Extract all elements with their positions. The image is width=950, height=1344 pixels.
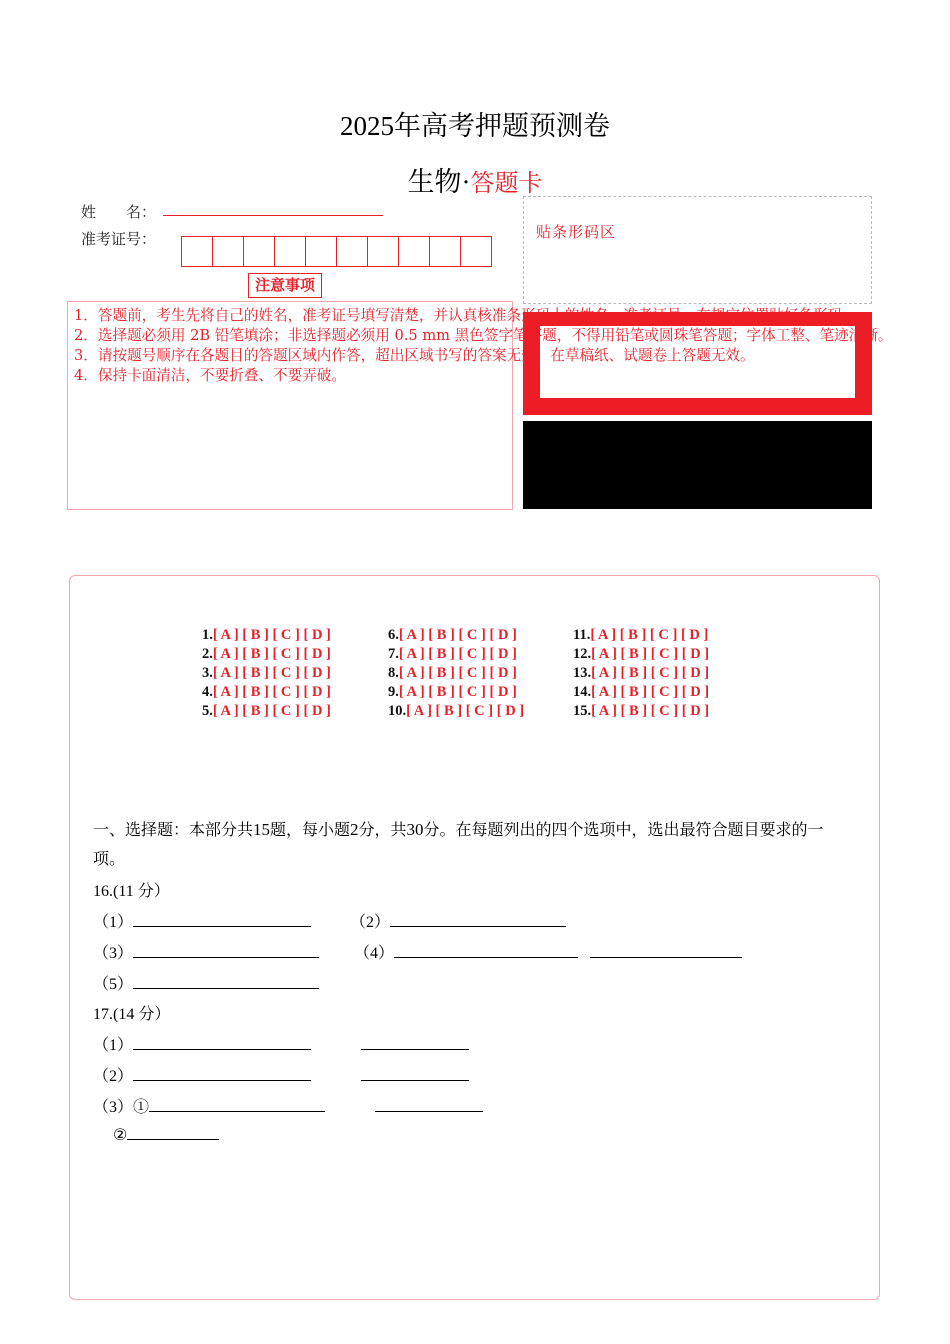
mc-row[interactable]	[202, 626, 331, 645]
question-count: 15	[253, 820, 271, 839]
mc-column-3	[573, 626, 709, 721]
mc-number: 11.	[573, 627, 591, 643]
answer-blank[interactable]	[133, 975, 319, 989]
id-label: 准考证号：	[81, 230, 157, 248]
mc-options[interactable]: [ A ] [ B ] [ C ] [ D ]	[591, 646, 710, 662]
mc-column-1	[202, 626, 331, 721]
q16-sub4	[354, 940, 742, 963]
q17-sub2	[93, 1063, 469, 1086]
mc-row[interactable]	[388, 664, 524, 683]
subject-title	[0, 160, 950, 199]
mc-number: 9.	[388, 684, 399, 700]
q16-sub1	[93, 909, 311, 932]
page-title: 2025年高考押题预测卷	[340, 111, 610, 141]
mc-options[interactable]: [ A ] [ B ] [ C ] [ D ]	[591, 703, 710, 719]
barcode-label: 贴条形码区	[536, 223, 617, 241]
mc-options[interactable]: [ A ] [ B ] [ C ] [ D ]	[406, 703, 525, 719]
mc-options[interactable]: [ A ] [ B ] [ C ] [ D ]	[398, 646, 517, 662]
points-per-question: 2	[350, 820, 359, 839]
mc-number: 2.	[202, 646, 213, 662]
mc-row[interactable]	[388, 626, 524, 645]
redacted-block	[523, 421, 872, 509]
q16-sub2	[350, 909, 566, 932]
notice-title: 注意事项	[248, 273, 322, 298]
mc-options[interactable]: [ A ] [ B ] [ C ] [ D ]	[212, 646, 331, 662]
q16-title: 16.(11 分）	[93, 883, 170, 900]
mc-number: 12.	[573, 646, 592, 662]
mc-options[interactable]: [ A ] [ B ] [ C ] [ D ]	[398, 627, 517, 643]
q16-sub3	[93, 940, 319, 963]
sub-label: （2）	[93, 1068, 134, 1085]
answer-blank[interactable]	[133, 944, 319, 958]
mc-options[interactable]: [ A ] [ B ] [ C ] [ D ]	[398, 665, 517, 681]
answer-blank[interactable]	[133, 913, 311, 927]
answer-blank[interactable]	[127, 1126, 219, 1140]
answer-blank[interactable]	[149, 1098, 325, 1112]
answer-blank[interactable]	[133, 1036, 311, 1050]
card-type-label: 答题卡	[470, 171, 543, 197]
sub-label: （5）	[93, 976, 134, 993]
notice-item: 3．请按题号顺序在各题目的答题区域内作答，超出区域书写的答案无效；在草稿纸、试题卷上答题无效。	[74, 347, 755, 364]
mc-number: 4.	[202, 684, 213, 700]
sub-label: （4）	[354, 945, 395, 962]
answer-blank[interactable]	[390, 913, 566, 927]
mc-row[interactable]	[388, 683, 524, 702]
mc-options[interactable]: [ A ] [ B ] [ C ] [ D ]	[591, 665, 710, 681]
mc-row[interactable]	[573, 683, 709, 702]
heading-text: 题，每小题	[270, 820, 351, 839]
mc-number: 7.	[388, 646, 399, 662]
answer-blank[interactable]	[361, 1036, 469, 1050]
mc-number: 13.	[573, 665, 592, 681]
sub-label: （1）	[93, 1037, 134, 1054]
mc-row[interactable]	[388, 702, 524, 721]
sub-label: （1）	[93, 914, 134, 931]
mc-number: 15.	[573, 703, 592, 719]
mc-row[interactable]	[573, 664, 709, 683]
mc-row[interactable]	[202, 645, 331, 664]
notice-item: 4．保持卡面清洁，不要折叠、不要弄破。	[74, 367, 346, 384]
heading-text: 分。在每题列出的四个选项中，选出最符合题目要求的一项。	[93, 820, 824, 868]
mc-number: 5.	[202, 703, 213, 719]
id-digit-box[interactable]	[336, 236, 368, 267]
notice-item: 2．选择题必须用 2B 铅笔填涂；非选择题必须用 0.5 mm 黑色签字笔答题，不得用铅笔或圆珠笔答题；字体工整、笔迹清晰。	[74, 327, 893, 344]
mc-row[interactable]	[573, 645, 709, 664]
notice-item: 1．答题前，考生先将自己的姓名，准考证号填写清楚，并认真核准条形码上的姓名、准考证号，在规定位置贴好条形码。	[74, 307, 857, 324]
notice-list	[74, 306, 892, 386]
section-heading	[93, 815, 853, 873]
answer-blank[interactable]	[133, 1067, 311, 1081]
id-digit-box[interactable]	[181, 236, 213, 267]
id-digit-box[interactable]	[243, 236, 275, 267]
total-points: 30	[406, 820, 424, 839]
mc-options[interactable]: [ A ] [ B ] [ C ] [ D ]	[591, 684, 710, 700]
id-digit-box[interactable]	[274, 236, 306, 267]
mc-number: 14.	[573, 684, 592, 700]
title-separator: ·	[461, 167, 471, 197]
subject-name: 生物	[407, 167, 462, 197]
mc-options[interactable]: [ A ] [ B ] [ C ] [ D ]	[212, 684, 331, 700]
id-digit-box[interactable]	[305, 236, 337, 267]
answer-blank[interactable]	[375, 1098, 483, 1112]
heading-text: 分，共	[358, 820, 407, 839]
mc-column-2	[388, 626, 524, 721]
mc-number: 8.	[388, 665, 399, 681]
id-digit-box[interactable]	[212, 236, 244, 267]
q17-sub1	[93, 1032, 469, 1055]
mc-number: 1.	[202, 627, 213, 643]
id-digit-box[interactable]	[429, 236, 461, 267]
answer-blank[interactable]	[590, 944, 742, 958]
mc-number: 10.	[388, 703, 407, 719]
mc-row[interactable]	[202, 664, 331, 683]
barcode-area	[523, 196, 872, 304]
exam-id-boxes	[181, 236, 491, 267]
q17-sub3b	[113, 1125, 219, 1145]
mc-row[interactable]	[202, 683, 331, 702]
q16-sub5	[93, 971, 319, 994]
answer-blank[interactable]	[361, 1067, 469, 1081]
name-label: 姓 名：	[81, 203, 157, 221]
answer-blank[interactable]	[394, 944, 578, 958]
mc-number: 6.	[388, 627, 399, 643]
mc-options[interactable]: [ A ] [ B ] [ C ] [ D ]	[212, 627, 331, 643]
mc-number: 3.	[202, 665, 213, 681]
mc-options[interactable]: [ A ] [ B ] [ C ] [ D ]	[398, 684, 517, 700]
heading-text: 一、选择题：本部分共	[93, 820, 254, 839]
name-field[interactable]	[163, 215, 383, 216]
id-digit-box[interactable]	[460, 236, 492, 267]
mc-options[interactable]: [ A ] [ B ] [ C ] [ D ]	[590, 627, 709, 643]
sub-label: （3）	[93, 945, 134, 962]
q17-sub3	[93, 1094, 483, 1117]
mc-options[interactable]: [ A ] [ B ] [ C ] [ D ]	[212, 665, 331, 681]
mc-row[interactable]	[573, 702, 709, 721]
sub-label: ②	[113, 1127, 128, 1144]
sub-label: （3）①	[93, 1099, 150, 1116]
mc-row[interactable]	[388, 645, 524, 664]
sub-label: （2）	[350, 914, 391, 931]
q17-title: 17.(14 分）	[93, 1006, 171, 1023]
id-digit-box[interactable]	[398, 236, 430, 267]
id-digit-box[interactable]	[367, 236, 399, 267]
mc-row[interactable]	[202, 702, 331, 721]
mc-row[interactable]	[573, 626, 709, 645]
mc-options[interactable]: [ A ] [ B ] [ C ] [ D ]	[212, 703, 331, 719]
